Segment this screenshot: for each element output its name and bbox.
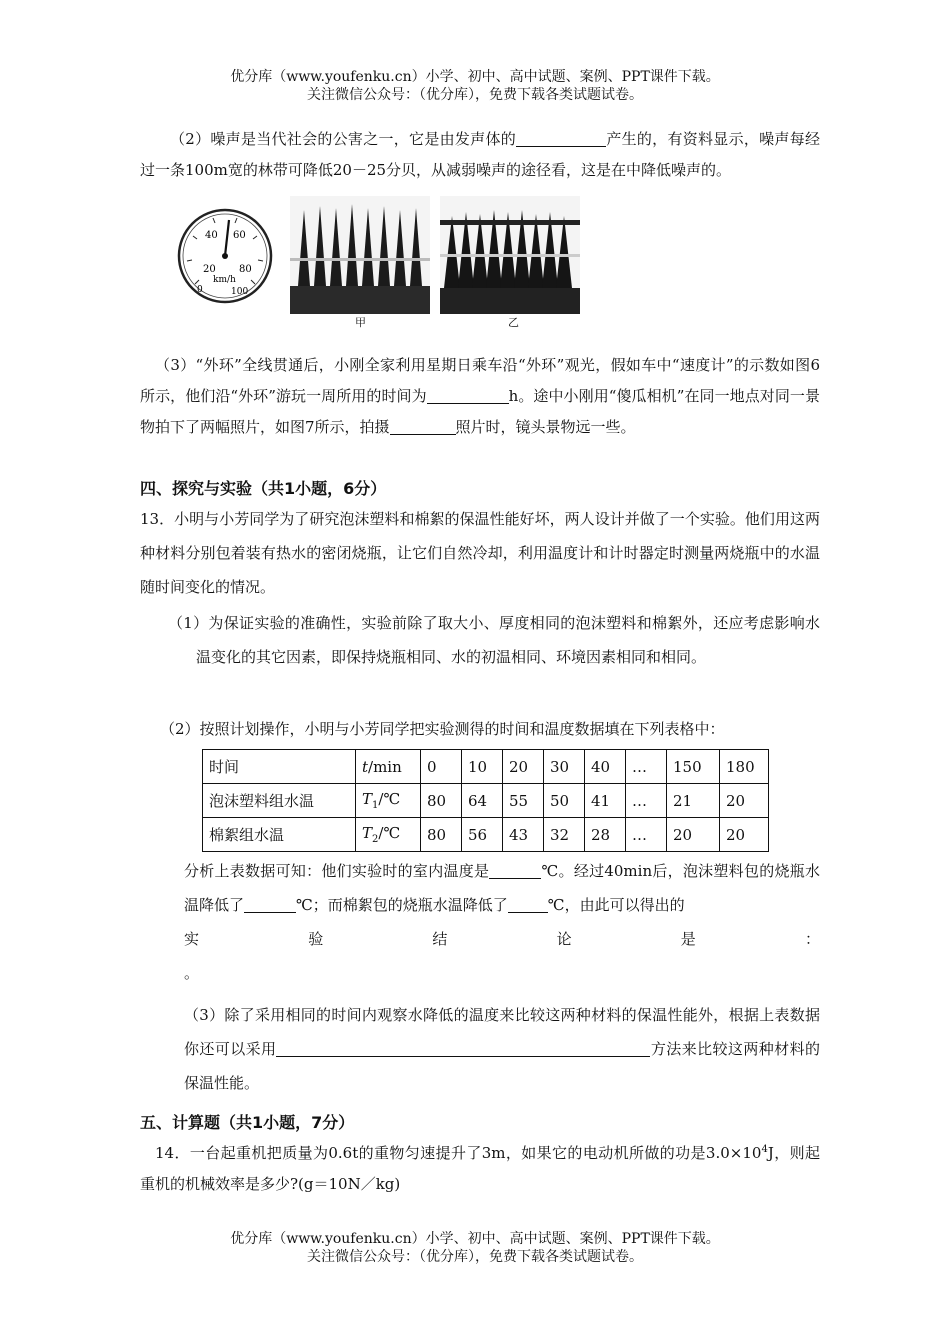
conclusion-char: 是 (680, 930, 696, 948)
gauge-mark-60: 60 (233, 230, 246, 241)
answer-blank[interactable] (508, 895, 548, 913)
table-row (203, 750, 769, 784)
conclusion-char: 结 (432, 930, 448, 948)
q13-analysis (184, 854, 820, 990)
q13-intro: 13．小明与小芳同学为了研究泡沫塑料和棉絮的保温性能好坏，两人设计并做了一个实验。他们用这两种材料分别包着装有热水的密闭烧瓶，让它们自然冷却，利用温度计和计时器定时测量两烧瓶中的水温随时间变化的情况。 (140, 510, 820, 596)
row-unit: $T_2/℃$ (356, 818, 421, 852)
analysis-text-d: ℃，由此可以得出的 (547, 896, 685, 914)
table-cell: 55 (503, 784, 544, 818)
q13-part2 (160, 714, 820, 745)
footer-line-1: 优分库（www.youfenku.cn）小学、初中、高中试题、案例、PPT课件下载。 (230, 1231, 720, 1247)
answer-blank[interactable] (516, 129, 606, 147)
table-cell: 180 (720, 750, 769, 784)
q13-p3-text-b: 方法来比较这两种材料的保温性能。 (184, 1040, 820, 1092)
conclusion-line (184, 922, 820, 956)
gauge-mark-20: 20 (203, 264, 216, 275)
table-row (203, 784, 769, 818)
header-line-1: 优分库（www.youfenku.cn）小学、初中、高中试题、案例、PPT课件下载。 (230, 69, 720, 85)
section-4 (140, 478, 820, 604)
q13-p3-text-a: （3）除了采用相同的时间内观察水降低的温度来比较这两种材料的保温性能外，根据上表数据你还可以采用 (184, 1006, 820, 1058)
table-cell: … (626, 784, 667, 818)
answer-blank[interactable] (244, 895, 296, 913)
analysis-text-b: ℃。经过40min后，泡沫塑料包的烧瓶水温降低了 (184, 862, 820, 914)
analysis-text-a: 分析上表数据可知：他们实验时的室内温度是 (184, 862, 490, 880)
answer-blank[interactable] (489, 861, 541, 879)
row-label: 时间 (203, 750, 356, 784)
table-cell: 21 (667, 784, 720, 818)
gauge-mark-80: 80 (239, 264, 252, 275)
q12-p3-text-b: h。途中小刚用“傻瓜相机”在同一地点对同一景物拍下了两幅照片，如图7所示，拍摄 (140, 387, 821, 436)
table-cell: 50 (544, 784, 585, 818)
header-line-2: 关注微信公众号：（优分库），免费下载各类试题试卷。 (307, 87, 643, 103)
q12-p2-text-a: （2）噪声是当代社会的公害之一，它是由发声体的 (170, 130, 517, 148)
row-label: 棉絮组水温 (203, 818, 356, 852)
section-4-title: 四、探究与实验（共1小题，6分） (140, 479, 387, 498)
table-row (203, 818, 769, 852)
table-cell: 32 (544, 818, 585, 852)
gauge-unit: km/h (213, 275, 236, 285)
q13-part1 (168, 606, 820, 674)
table-cell: 80 (421, 784, 462, 818)
table-cell: … (626, 750, 667, 784)
answer-blank[interactable] (427, 386, 509, 404)
section-5-title: 五、计算题（共1小题，7分） (140, 1113, 355, 1132)
photo-yi (440, 196, 580, 314)
table-cell: 41 (585, 784, 626, 818)
q12-p3-text-c: 照片时，镜头景物远一些。 (455, 418, 636, 436)
table-cell: … (626, 818, 667, 852)
answer-blank[interactable] (390, 417, 456, 435)
table-cell: 0 (421, 750, 462, 784)
table-cell: 30 (544, 750, 585, 784)
q12-p2-text-b: 产生的，有资料显示，噪声每经过一条100m宽的林带可降低20－25分贝，从减弱噪声的途径看，这是在中降低噪声的。 (140, 130, 820, 179)
q14-text-b: J，则起重机的机械效率是多少?(g＝10N／kg) (140, 1144, 820, 1193)
q13-p1-text: （1）为保证实验的准确性，实验前除了取大小、厚度相同的泡沫塑料和棉絮外，还应考虑影响水温变化的其它因素，即保持烧瓶相同、水的初温相同、环境因素相同和相同。 (168, 614, 820, 666)
table-cell: 20 (720, 818, 769, 852)
speedometer-figure (175, 206, 275, 306)
photo-yi-label: 乙 (508, 316, 519, 329)
temperature-table (202, 749, 769, 852)
row-unit: t/min (356, 750, 421, 784)
table-cell: 150 (667, 750, 720, 784)
row-unit: $T_1/℃$ (356, 784, 421, 818)
table-cell: 43 (503, 818, 544, 852)
page-footer (0, 1230, 950, 1266)
analysis-text-c: ℃；而棉絮包的烧瓶水温降低了 (296, 896, 508, 914)
gauge-mark-0: 0 (197, 285, 203, 295)
table-cell: 64 (462, 784, 503, 818)
section-5 (140, 1112, 820, 1200)
q14-text-a: 14．一台起重机把质量为0.6t的重物匀速提升了3m，如果它的电动机所做的功是3.0×10 (155, 1144, 762, 1162)
table-cell: 20 (720, 784, 769, 818)
figure-row (175, 196, 595, 336)
q13-part3 (184, 998, 820, 1100)
row-label: 泡沫塑料组水温 (203, 784, 356, 818)
photo-jia-label: 甲 (355, 316, 366, 329)
answer-blank[interactable] (276, 1039, 650, 1057)
footer-line-2: 关注微信公众号：（优分库），免费下载各类试题试卷。 (307, 1249, 643, 1265)
table-cell: 40 (585, 750, 626, 784)
table-cell: 10 (462, 750, 503, 784)
page-header (0, 68, 950, 104)
q13-p2-text: （2）按照计划操作，小明与小芳同学把实验测得的时间和温度数据填在下列表格中： (160, 720, 725, 738)
conclusion-char: ： (804, 930, 820, 948)
table-cell: 20 (503, 750, 544, 784)
conclusion-char: 论 (556, 930, 572, 948)
table-cell: 56 (462, 818, 503, 852)
table-cell: 28 (585, 818, 626, 852)
gauge-mark-40: 40 (205, 230, 218, 241)
q12-p3-text-a: （3）“外环”全线贯通后，小刚全家利用星期日乘车沿“外环”观光，假如车中“速度计”的示数如图6所示，他们沿“外环”游玩一周所用的时间为 (140, 356, 820, 405)
q12-part3 (140, 350, 820, 443)
table-cell: 20 (667, 818, 720, 852)
table-cell: 80 (421, 818, 462, 852)
conclusion-char: 实 (184, 930, 200, 948)
conclusion-char: 验 (308, 930, 324, 948)
q12-part2 (140, 124, 820, 186)
q14-exponent: 4 (761, 1144, 768, 1155)
conclusion-period: 。 (184, 964, 200, 982)
photo-jia (290, 196, 430, 314)
gauge-mark-100: 100 (231, 287, 249, 297)
